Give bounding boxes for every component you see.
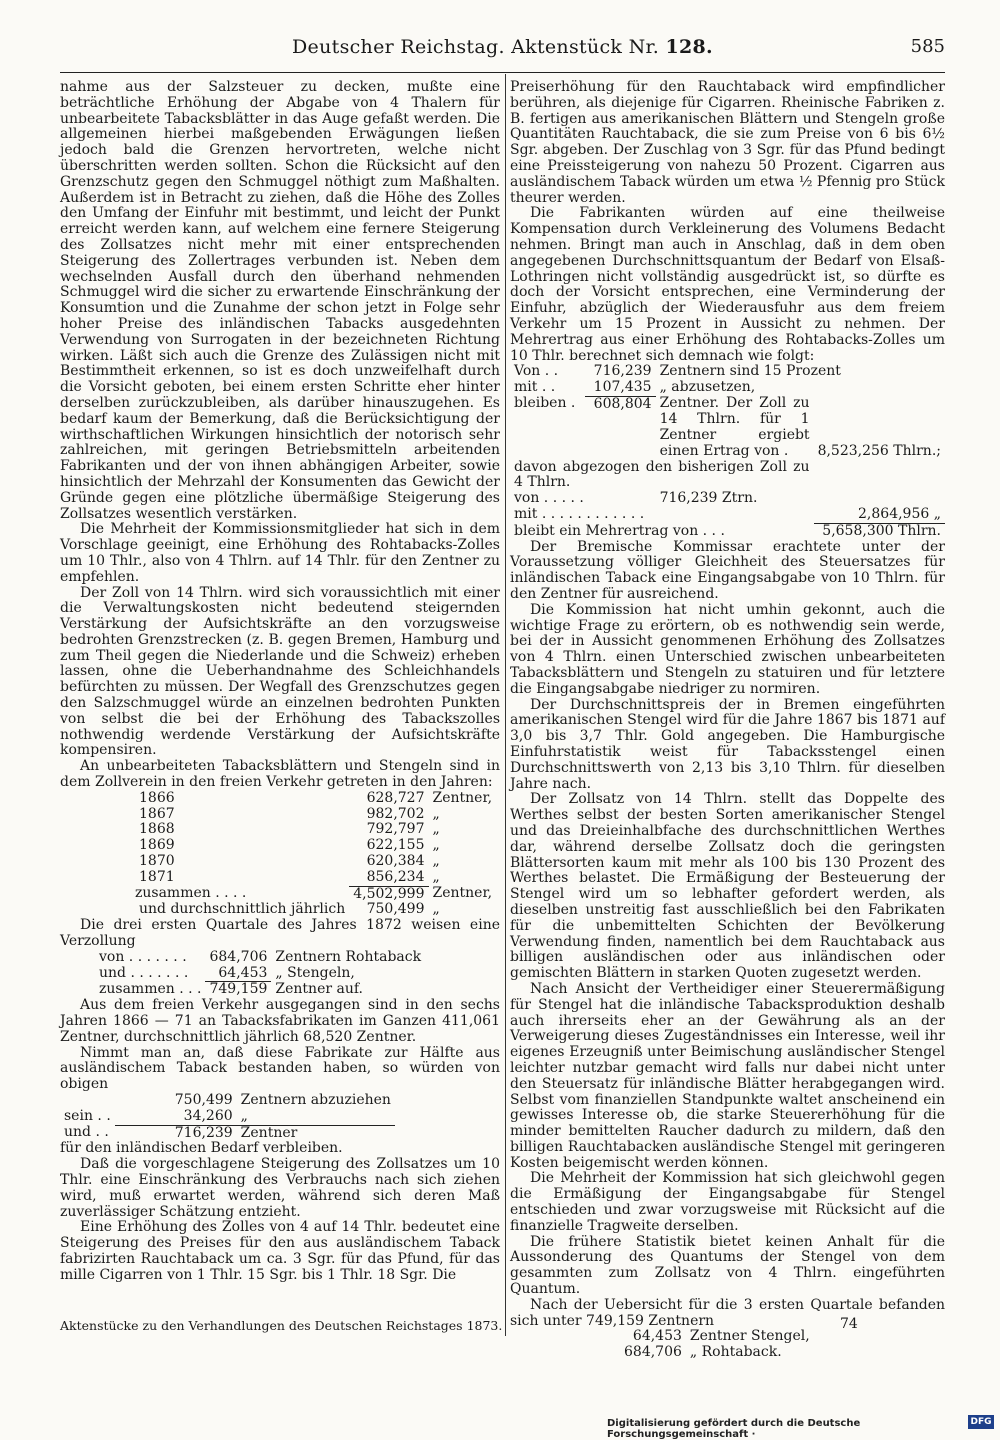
- table-row: [95, 982, 425, 998]
- paragraph: Nimmt man an, daß diese Fabrikate zur Hälfte aus ausländischem Taback bestanden haben, so würden von obigen: [60, 1044, 500, 1093]
- calc-text: Zentner. Der Zoll zu 14 Thlrn. für 1 Zentner ergiebt einen Ertrag von .: [659, 395, 810, 459]
- paragraph: Daß die vorgeschlagene Steigerung des Zollsatzes um 10 Thlr. eine Einschränkung des Verbrauchs nach sich ziehen wird, muß erwartet werden, während sich deren Maß zuverlässiger Schätzung entzieht.: [60, 1156, 500, 1220]
- year-cell: 1869: [139, 837, 175, 854]
- calc-unit: „: [659, 379, 667, 396]
- document-number: 128.: [665, 36, 713, 58]
- value-cell: 982,702: [366, 805, 425, 822]
- calc-label: mit . .: [514, 379, 556, 396]
- paragraph: nahme aus der Salzsteuer zu decken, mußte eine beträchtliche Erhöhung der Abgabe von 4 Thalern für unbearbeitete Tabacksblätter in das Auge gefaßt werden. Die allgemeinen hierbei maßgebenden Erwägungen ließen jedoch bald die Grenzen hervortreten, welche nicht überschritten werden sollten. Schon die Rücksicht auf den Grenzschutz gegen den Schmuggel nöthigt zum Maßhalten. Außerdem ist in Betracht zu ziehen, daß die Höhe des Zolles den Umfang der Einfuhr mit bestimmt, und leicht der Punkt erreicht werden kann, auf welchem eine fernere Steigerung des Zollsatzes nicht mehr mit einer entsprechenden Steigerung des Zollertrages verbunden ist. Neben dem wechselnden Ausfall durch den überhand nehmenden Schmuggel wird die sicher zu erwartende Einschränkung der Konsumtion und die Zunahme der schon jetzt in Folge sehr hoher Preise des inländischen Tabacks ausgedehnten Verwendung von Surrogaten in der bezeichneten Richtung wirken. Läßt sich auch die Grenze des Zulässigen nicht mit Bestimmtheit erkennen, so ist es doch unzweifelhaft durch die Vorsicht geboten, bei einem ersten Schritte eher hinter derselben zurückzubleiben, als darüber hinauszugehen. Es bedarf kaum der Bemerkung, daß die Berücksichtigung der wirthschaftlichen Wirkungen hinsichtlich der notorisch sehr zahlreichen, mit geringen Betriebsmitteln arbeitenden Fabrikanten und der von ihnen abhängigen Arbeiter, sowie hinsichtlich der Mehrzahl der Konsumenten das Gewicht der Gründe gegen eine plötzliche übermäßige Steigerung des Zollsatzes wesentlich verstärken.: [60, 79, 500, 522]
- table-row: [135, 854, 496, 870]
- rohtaback-value: 684,706: [624, 1344, 682, 1361]
- year-cell: 1868: [139, 821, 175, 838]
- table-row: [95, 950, 425, 966]
- unit-cell: „: [432, 805, 440, 822]
- header-rule: [60, 72, 945, 73]
- paragraph: Nach Ansicht der Vertheidiger einer Steuerermäßigung für Stengel hat die inländische Tabacksproduktion deshalb auch ihrerseits eher an der Gewährung als an der Verweigerung dieses Zugeständnisses ein Interesse, weil ihr eigenes Erzeugniß unter Beimischung ausländischer Stengel leichter nutzbar gemacht wird falls nur dabei nicht unter den Steuersatz für inländische Blätter herabgegangen wird. Selbst vom finanziellen Standpunkte waltet anscheinend ein gewisses Interesse ob, die starke Steuererhöhung für die minder bemittelten Raucher dadurch zu mildern, daß den billigen Rauchtabacken ausländische Stengel mit geringeren Kosten beigemischt werden können.: [510, 980, 945, 1171]
- paragraph: Die Kommission hat nicht umhin gekonnt, auch die wichtige Frage zu erörtern, ob es nothwendig sein werde, bei der in Aussicht genommenen Erhöhung des Zollsatzes von 4 Thlrn. einen Unterschied zwischen unbearbeiteten Tabacksblättern und Stengeln zu statuiren und für letztere die Eingangsabgabe niedriger zu normiren.: [510, 601, 945, 697]
- page-header: [60, 36, 945, 70]
- calc-number: 716,239: [659, 490, 718, 507]
- rohtaback-text: „ Rohtaback.: [689, 1344, 782, 1361]
- table-row: [510, 491, 945, 507]
- calc-total: 5,658,300 Thlrn.: [822, 522, 941, 539]
- table-row: [95, 966, 425, 982]
- table-row: [135, 807, 496, 823]
- avg-value: 750,499: [366, 901, 425, 918]
- paragraph: Die Fabrikanten würden auf eine theilweise Kompensation durch Verkleinerung des Volumens Bedacht nehmen. Bringt man auch in Anschlag, daß in dem oben angegebenen Durchschnittsquantum der Bedarf von Elsaß-Lothringen nicht vollständig ausgedrückt ist, so dürfte es doch der Vorsicht entsprechen, eine Verminderung der Einfuhr, abzüglich der Wiederausfuhr aus dem freiem Verkehr um 15 Prozent in Aussicht zu nehmen. Der Mehrertrag aus einer Erhöhung des Rohtabacks-Zolles um 10 Thlr. berechnet sich demnach wie folgt:: [510, 205, 945, 364]
- calc-label: mit . . . . . . . . . . . .: [514, 506, 645, 523]
- sum-value: 4,502,999: [349, 886, 428, 902]
- paragraph: für den inländischen Bedarf verbleiben.: [60, 1140, 343, 1157]
- calc-value: 716,239: [174, 1124, 233, 1141]
- calc-unit: Zentner: [240, 1124, 298, 1141]
- table-row: [60, 1109, 395, 1125]
- value-cell: 628,727: [366, 789, 425, 806]
- unit-cell: „: [432, 821, 440, 838]
- calc-unit: „: [237, 1109, 395, 1125]
- paragraph: Der Zoll von 14 Thlrn. wird sich voraussichtlich mit einer die Verwaltungskosten nicht bedeutend steigernden Verstärkung der Aufsichtskräfte an den vorzugsweise bedrohten Grenzstrecken (z. B. gegen Bremen, Hamburg und zum Theil gegen die Niederlande und die Schweiz) erheben lassen, ohne die Ueberhandnahme des Schleichhandels befürchten zu müssen. Der Wegfall des Grenzschutzes gegen den Salzschmuggel würde an einzelnen bedrohten Punkten von selbst die bei der Erhöhung des Tabackszolles nothwendig werdende Verstärkung der Aufsichtskräfte kompensiren.: [60, 584, 500, 759]
- stengel-value: 64,453: [632, 1328, 682, 1345]
- year-cell: 1870: [139, 853, 175, 870]
- paragraph: Der Bremische Kommissar erachtete unter der Voraussetzung völliger Gleichheit des Steuersatzes für inländischen Taback eine Eingangsabgabe von 10 Thlrn. für den Zentner für ausreichend.: [510, 538, 945, 602]
- q-unit: „ Stengeln,: [275, 964, 355, 981]
- unit-cell: „: [432, 837, 440, 854]
- calc-text: davon abgezogen den bisherigen Zoll zu 4 Thlrn.: [514, 458, 810, 491]
- paragraph: Die drei ersten Quartale des Jahres 1872 weisen eine Verzollung: [60, 917, 500, 950]
- table-row: [620, 1329, 814, 1345]
- value-cell: 856,234: [366, 868, 425, 885]
- paragraph: An unbearbeiteten Tabacksblättern und Stengeln sind in dem Zollverein in den freien Verkehr getreten in den Jahren:: [60, 758, 500, 791]
- table-row: [135, 902, 496, 918]
- table-row: [60, 1093, 395, 1109]
- year-cell: 1871: [139, 869, 175, 886]
- q-value: 684,706: [209, 948, 268, 965]
- q-label: von . . . . . . .: [99, 948, 187, 965]
- table-row: [510, 396, 945, 459]
- calc-text: [656, 380, 945, 396]
- year-cell: 1866: [139, 789, 175, 806]
- paragraph: Preiserhöhung für den Rauchtaback wird empfindlicher berühren, als diejenige für Cigarren. Rheinische Fabriken z. B. fertigen aus amerikanischen Blättern und Stengeln große Quantitäten Rauchtaback, die sie zum Preise von 6 bis 6½ Sgr. abgeben. Der Zuschlag von 3 Sgr. für das Pfund bedingt eine Preissteigerung von nahezu 50 Prozent. Cigarren aus ausländischem Taback würden um etwa ½ Pfennig pro Stück theurer werden.: [510, 79, 945, 206]
- table-row: [135, 870, 496, 886]
- calc-text: Zentnern abzuziehen: [240, 1092, 391, 1108]
- paragraph: Die Mehrheit der Kommission hat sich gleichwohl gegen die Ermäßigung der Eingangsabgabe für Stengel entschieden und zwar vorzugsweise mit Rücksicht auf die finanzielle Tragweite derselben.: [510, 1170, 945, 1234]
- table-row: [135, 886, 496, 902]
- year-cell: 1867: [139, 805, 175, 822]
- footer-sheet-number: 74: [840, 1316, 858, 1332]
- value-cell: 622,155: [366, 837, 425, 854]
- running-title-text: Deutscher Reichstag. Aktenstück Nr.: [292, 36, 660, 58]
- paragraph: Der Zollsatz von 14 Thlrn. stellt das Doppelte des Werthes selbst der besten Sorten amerikanischer Stengel und das Dreieinhalbfache des durchschnittlichen Werthes dar, während derselbe Zollsatz doch die geringsten Blättersorten kaum mit mehr als 100 bis 130 Prozent des Werthes belastet. Die Ermäßigung der Besteuerung der Stengel wird um so lebhafter gefordert werden, als dieselben unstreitig fast ausschließlich bei den Fabrikaten für die unbemittelten Schichten der Bevölkerung Verwendung finden, namentlich bei dem Rauchtaback aus billigen ausländischen oder aus inländischen oder gemischten Blättern in starken Quoten zugesetzt werden.: [510, 791, 945, 982]
- unit-cell: „: [432, 869, 440, 886]
- calc-label: und . .: [64, 1124, 109, 1141]
- q-value: 64,453: [205, 966, 271, 982]
- value-cell: 792,797: [366, 821, 425, 838]
- table-row: [510, 507, 945, 523]
- avg-unit: „: [432, 901, 440, 918]
- table-row: [135, 838, 496, 854]
- calc-text: abzusetzen,: [671, 379, 756, 396]
- quarter-table: [95, 950, 425, 998]
- stengel-table: [620, 1329, 814, 1361]
- calc-value: 750,499: [174, 1092, 233, 1108]
- value-cell: 620,384: [366, 853, 425, 870]
- revenue-calc-table: [510, 364, 945, 539]
- calc-value: [656, 491, 814, 507]
- footer-source: Aktenstücke zu den Verhandlungen des Deutschen Reichstages 1873.: [60, 1318, 503, 1333]
- calc-label: von . . . . .: [514, 490, 584, 507]
- table-row: [135, 791, 496, 807]
- avg-label: und durchschnittlich jährlich: [139, 901, 346, 918]
- column-divider: [505, 74, 506, 1336]
- paragraph: Die frühere Statistik bietet keinen Anhalt für die Aussonderung des Quantums der Stengel von dem gesammten zum Zollsatz von 4 Thlrn. eingeführten Quantum.: [510, 1233, 945, 1298]
- calc-number: 2,864,956: [858, 506, 930, 523]
- calc-label: bleiben .: [514, 395, 576, 412]
- paragraph: Die Mehrheit der Kommissionsmitglieder hat sich in dem Vorschlage geeinigt, eine Erhöhung des Rohtabacks-Zolles um 10 Thlr., also von 4 Thlrn. auf 14 Thlr. für den Zentner zu empfehlen.: [60, 521, 500, 585]
- q-sum-unit: Zentner auf.: [275, 981, 363, 998]
- sum-unit: Zentner,: [432, 885, 493, 902]
- import-years-table: [135, 791, 496, 918]
- calc-unit: Ztrn.: [721, 490, 758, 507]
- digitization-credit: Digitalisierung gefördert durch die Deutsche Forschungsgemeinschaft ·: [607, 1418, 861, 1440]
- table-row: [510, 380, 945, 396]
- q-label: und . . . . . . .: [99, 964, 189, 981]
- right-column: [510, 80, 945, 1361]
- running-title: [60, 36, 945, 58]
- paragraph: Eine Erhöhung des Zolles von 4 auf 14 Thlr. bedeutet eine Steigerung des Preises für den aus ausländischem Taback fabrizirten Rauchtaback um ca. 3 Sgr. für das Pfund, für das mille Cigarren von 1 Thlr. 15 Sgr. bis 1 Thlr. 18 Sgr. Die: [60, 1219, 500, 1283]
- calc-table: [60, 1093, 395, 1141]
- sum-label: zusammen . . . .: [135, 885, 247, 902]
- calc-value: 34,260: [115, 1109, 237, 1125]
- left-column: [60, 80, 500, 1284]
- unit-cell: „: [432, 853, 440, 870]
- q-sum-label: zusammen . . .: [99, 981, 202, 998]
- calc-label: sein . .: [64, 1108, 111, 1125]
- table-row: [510, 523, 945, 539]
- calc-label: bleibt ein Mehrertrag von . . .: [514, 522, 725, 539]
- dfg-logo: DFG: [968, 1415, 994, 1429]
- paragraph: Nach der Uebersicht für die 3 ersten Quartale befanden sich unter 749,159 Zentnern: [510, 1296, 945, 1329]
- calc-value: 608,804: [593, 395, 652, 412]
- calc-value: 107,435: [585, 380, 656, 396]
- page-number: 585: [910, 36, 945, 57]
- calc-label: Von . .: [514, 363, 559, 380]
- table-row: [620, 1345, 814, 1361]
- table-row: [135, 822, 496, 838]
- stengel-text: Zentner Stengel,: [689, 1328, 810, 1345]
- paragraph: Aus dem freien Verkehr ausgegangen sind in den sechs Jahren 1866 — 71 an Tabacksfabrikaten im Ganzen 411,061 Zentner, durchschnittlich jährlich 68,520 Zentner.: [60, 997, 500, 1045]
- table-row: [60, 1125, 395, 1141]
- calc-value: [814, 507, 945, 523]
- calc-unit: „: [933, 506, 941, 523]
- q-unit: Zentnern Rohtaback: [275, 948, 422, 965]
- q-sum-value: 749,159: [209, 981, 268, 998]
- calc-value: 716,239: [593, 363, 652, 380]
- calc-text: Zentnern sind 15 Prozent: [659, 363, 841, 380]
- table-row: [510, 364, 945, 380]
- paragraph: Der Durchschnittspreis der in Bremen eingeführten amerikanischen Stengel wird für die Jahre 1867 bis 1871 auf 3,0 bis 3,7 Thlr. Gold angegeben. Die Hamburgische Einfuhrstatistik weist für Tabacksstengel einen Durchschnittswerth von 2,13 bis 3,10 Thlrn. für dieselben Jahre nach.: [510, 696, 945, 792]
- calc-result: 8,523,256 Thlrn.;: [817, 442, 941, 459]
- unit-cell: Zentner,: [432, 789, 493, 806]
- table-row: [510, 460, 945, 492]
